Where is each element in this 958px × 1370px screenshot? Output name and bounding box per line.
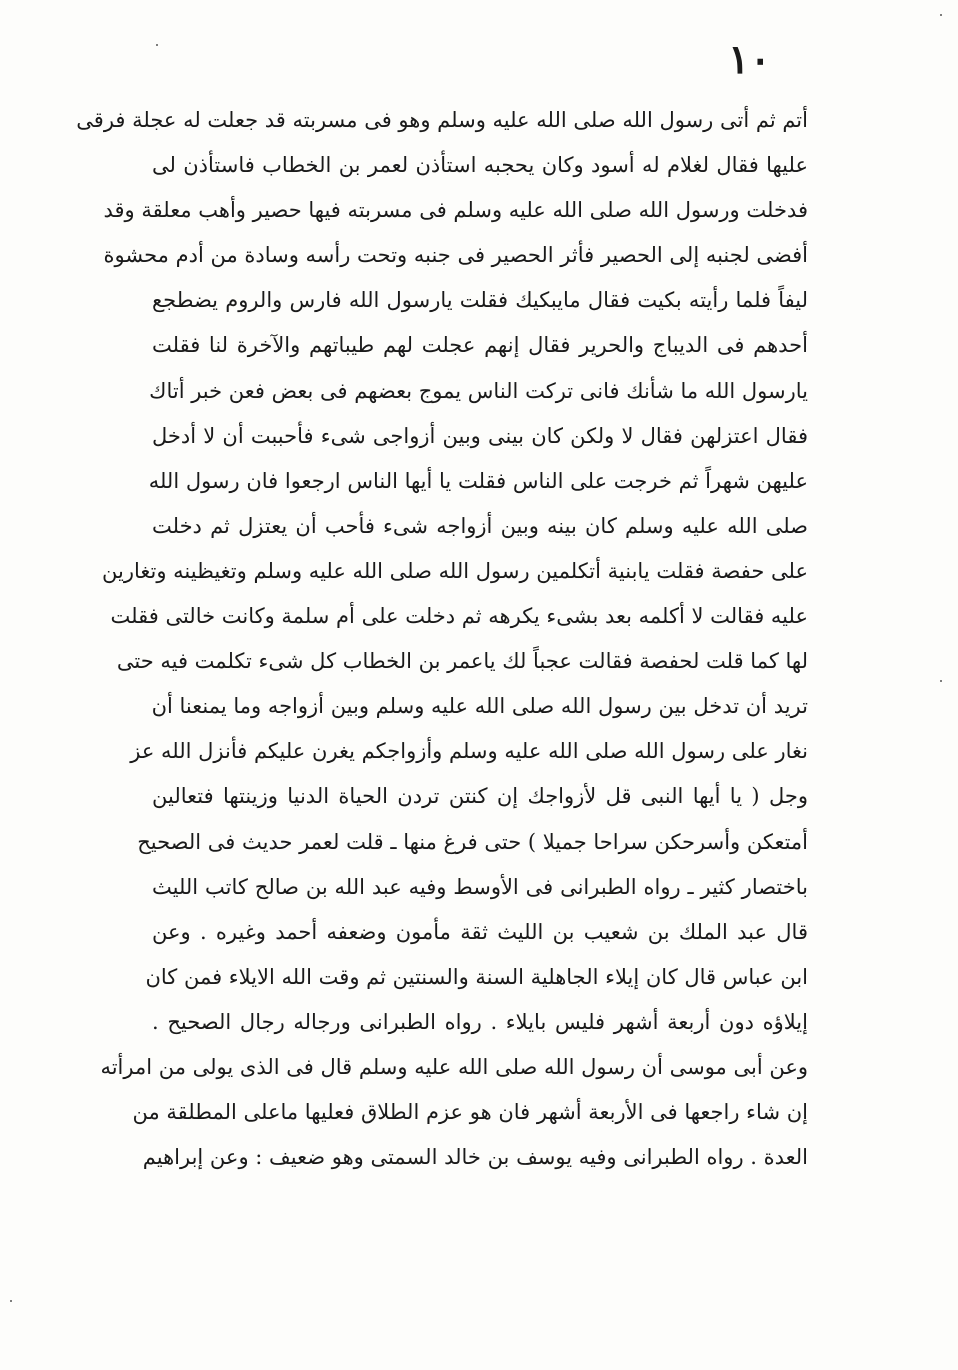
text-line: عليهن شهراً ثم خرجت على الناس فقلت يا أيها الناس ارجعوا فان رسول الله xyxy=(148,468,808,493)
text-line: فقال اعتزلهن فقال لا ولكن كان بينى وبين أزواجى شىء فأحببت أن لا أدخل xyxy=(152,423,808,448)
scan-speck xyxy=(940,680,942,682)
text-line: تريد أن تدخل بين رسول الله صلى الله عليه وسلم وبين أزواجه وما يمنعنا أن xyxy=(151,694,808,719)
text-line: يارسول الله ما شأنك فانى تركت الناس يموج بعضهم فى بعض فعن خبر أتاك xyxy=(149,378,808,403)
text-line: لها كما قلت لحفصة فقالت عجباً لك ياعمر بن الخطاب كل شىء تكلمت فيه حتى xyxy=(116,649,808,674)
text-line: عليها فقال لغلام له أسود وكان يحجبه استأذن لعمر بن الخطاب فاستأذن لى xyxy=(152,153,808,178)
page-number: ١٠ xyxy=(728,36,771,83)
scan-speck xyxy=(156,44,158,46)
text-line: فدخلت ورسول الله صلى الله عليه وسلم فى مسربته فيها حصير وأهب معلقة وقد xyxy=(103,198,808,223)
scan-speck xyxy=(10,1300,12,1302)
main-text xyxy=(76,98,808,1180)
text-line: نغار على رسول الله صلى الله عليه وسلم وأزواجكم يغرن عليكم فأنزل الله عز xyxy=(130,739,808,764)
text-line: أفضى لجنبه إلى الحصير فأثر الحصير فى جنبه وتحت رأسه وسادة من أدم محشوة xyxy=(103,243,808,268)
text-line: أتم ثم أتى رسول الله صلى الله عليه وسلم وهو فى مسربته قد جعلت له عجلة فرقى xyxy=(76,108,808,132)
text-line: ابن عباس قال كان إيلاء الجاهلية السنة والسنتين ثم وقت الله الايلاء فمن كان xyxy=(145,964,808,989)
text-line: صلى الله عليه وسلم كان بينه وبين أزواجه شىء فأحب أن يعتزل ثم دخلت xyxy=(152,513,808,538)
text-line: أحدهم فى الديباج والحرير فقال إنهم عجلت لهم طيباتهم والآخرة لنا فقلت xyxy=(152,333,808,358)
text-line: قال عبد الملك بن شعيب بن الليث ثقة مأمون وضعفه أحمد وغيره . وعن xyxy=(152,919,808,944)
text-line: عليه فقالت لا أكلمه بعد بشىء يكرهه ثم دخلت على أم سلمة وكانت خالتى فقلت xyxy=(110,604,808,629)
text-line: على حفصة فقلت يابنية أتكلمين رسول الله صلى الله عليه وسلم وتغيظينه وتغارين xyxy=(102,558,808,583)
text-line: إيلاؤه دون أربعة أشهر فليس بايلاء . رواه الطبرانى ورجاله رجال الصحيح . xyxy=(152,1009,808,1034)
text-line: ليفاً فلما رأيته بكيت فقال مايبكيك فقلت يارسول الله فارس والروم يضطجع xyxy=(152,288,808,313)
text-line: وعن أبى موسى أن رسول الله صلى الله عليه وسلم قال فى الذى يولى من امرأته xyxy=(100,1054,808,1079)
scan-speck xyxy=(940,14,942,16)
text-line: وجل ( يا أيها النبى قل لأزواجك إن كنتن تردن الحياة الدنيا وزينتها فتعالين xyxy=(152,784,808,809)
text-line: العدة . رواه الطبرانى وفيه يوسف بن خالد السمتى وهو ضعيف : وعن إبراهيم xyxy=(142,1145,808,1170)
text-line: أمتعكن وأسرحكن سراحا جميلا ) حتى فرغ منها ـ قلت لعمر حديث فى الصحيح xyxy=(137,829,808,854)
text-line: إن شاء راجعها فى الأربعة أشهر فان هو عزم الطلاق فعليها ماعلى المطلقة من xyxy=(132,1100,808,1125)
text-line: باختصار كثير ـ رواه الطبرانى فى الأوسط وفيه عبد الله بن صالح كاتب الليث xyxy=(152,874,808,899)
